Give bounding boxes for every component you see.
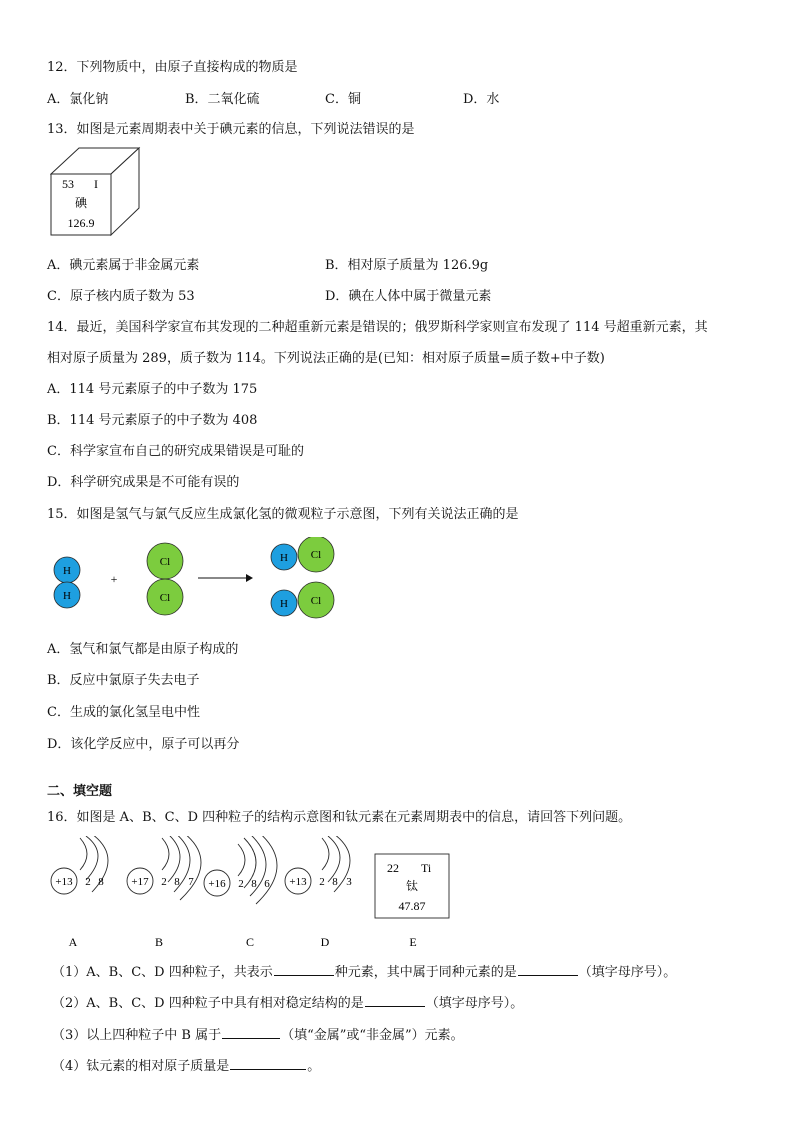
particle-a-shell-1 (80, 838, 87, 870)
q16-sub4-text-a: （4）钛元素的相对原子质量是 (52, 1059, 230, 1074)
particle-d-shell-1 (322, 838, 329, 870)
particle-c-shell-1 (238, 844, 245, 876)
particle-c-shell-4 (256, 836, 277, 904)
titanium-atomic-number: 22 (387, 861, 399, 875)
label-c: C (245, 935, 255, 949)
iodine-cell-figure (50, 146, 142, 238)
q15-option-b: B．反应中氯原子失去电子 (47, 673, 200, 688)
particle-a-shell-2 (86, 836, 98, 880)
particle-b-shell-4 (180, 836, 201, 900)
q16-sub2-blank[interactable] (365, 993, 425, 1007)
q12-option-b: B．二氧化硫 (185, 92, 260, 107)
q16-sub4-blank[interactable] (230, 1056, 306, 1070)
atomic-structure-diagrams (46, 836, 456, 954)
particle-b-shell-3-electrons: 7 (188, 876, 194, 888)
iodine-atomic-number: 53 (62, 177, 74, 191)
q16-sub3-blank[interactable] (222, 1025, 280, 1039)
q16-sub2-text-a: （2）A、B、C、D 四种粒子中具有相对稳定结构的是 (52, 996, 364, 1011)
q16-sub1 (52, 961, 676, 980)
hcl1-cl-label: Cl (310, 549, 322, 561)
label-b: B (154, 935, 164, 949)
cl2-label-bottom: Cl (159, 592, 171, 604)
hcl2-cl-label: Cl (310, 595, 322, 607)
q12-option-a: A．氯化钠 (47, 92, 109, 107)
particle-b-shell-2-electrons: 8 (174, 876, 180, 888)
q16-stem: 16．如图是 A、B、C、D 四种粒子的结构示意图和钛元素在元素周期表中的信息，请回答下列问题。 (47, 810, 632, 825)
particle-c-shell-2-electrons: 8 (251, 878, 257, 890)
q16-sub3-text-b: （填“金属”或“非金属”）元素。 (281, 1028, 464, 1043)
particle-d-shell-2-electrons: 8 (332, 876, 338, 888)
q12-option-c: C．铜 (325, 92, 361, 107)
q14-option-a: A．114 号元素原子的中子数为 175 (47, 382, 258, 397)
particle-a-shell-2-electrons: 8 (98, 876, 104, 888)
q16-sub4-text-b: 。 (307, 1059, 321, 1074)
q14-option-b: B．114 号元素原子的中子数为 408 (47, 413, 258, 428)
q14-option-c: C．科学家宣布自己的研究成果错误是可耻的 (47, 444, 304, 459)
q15-stem: 15．如图是氢气与氯气反应生成氯化氢的微观粒子示意图，下列有关说法正确的是 (47, 507, 519, 522)
q13-stem: 13．如图是元素周期表中关于碘元素的信息，下列说法错误的是 (47, 122, 415, 137)
q15-option-d: D．该化学反应中，原子可以再分 (47, 737, 240, 752)
q16-sub1-text-b: 种元素，其中属于同种元素的是 (334, 965, 517, 980)
q16-sub1-text-a: （1）A、B、C、D 四种粒子，共表示 (52, 965, 273, 980)
iodine-mass: 126.9 (67, 216, 95, 230)
hcl2-h-label: H (280, 598, 288, 610)
q16-sub1-blank-1[interactable] (274, 962, 334, 976)
h2-label-bottom: H (63, 590, 71, 602)
cl2-label-top: Cl (159, 556, 171, 568)
q14-stem-line1: 14．最近，美国科学家宣布其发现的二种超重新元素是错误的；俄罗斯科学家则宣布发现了 114 号超重新元素，其 (47, 320, 708, 335)
reaction-diagram (48, 537, 343, 623)
particle-a-shell-1-electrons: 2 (85, 876, 91, 888)
q13-option-b: B．相对原子质量为 126.9g (325, 258, 489, 273)
q15-option-c: C．生成的氯化氢呈电中性 (47, 705, 200, 720)
q16-sub4 (52, 1055, 320, 1074)
titanium-mass: 47.87 (398, 899, 426, 913)
q13-option-a: A．碘元素属于非金属元素 (47, 258, 200, 273)
iodine-name: 碘 (74, 196, 88, 210)
label-e: E (409, 935, 417, 949)
hcl1-h-label: H (280, 552, 288, 564)
q16-sub3 (52, 1024, 464, 1043)
q14-option-d: D．科学研究成果是不可能有误的 (47, 475, 240, 490)
q13-option-c: C．原子核内质子数为 53 (47, 289, 195, 304)
particle-b-nucleus-charge: +17 (131, 876, 149, 888)
particle-d-shell-1-electrons: 2 (319, 876, 325, 888)
label-a: A (68, 935, 78, 949)
iodine-symbol: I (94, 177, 98, 191)
section-title: 二、填空题 (47, 784, 113, 799)
q16-sub2 (52, 992, 523, 1011)
q12-stem: 12．下列物质中，由原子直接构成的物质是 (47, 60, 298, 75)
particle-a-nucleus-charge: +13 (55, 876, 73, 888)
q16-sub1-blank-2[interactable] (518, 962, 578, 976)
particle-c-nucleus-charge: +16 (208, 878, 226, 890)
q13-option-d: D．碘在人体中属于微量元素 (325, 289, 492, 304)
label-d: D (320, 935, 330, 949)
q16-sub2-text-b: （填字母序号）。 (425, 996, 524, 1011)
particle-b-shell-1 (162, 838, 169, 870)
q16-sub3-text-a: （3）以上四种粒子中 B 属于 (52, 1028, 222, 1043)
reaction-arrow-head (246, 574, 253, 582)
plus-sign: + (110, 572, 118, 586)
particle-c-shell-1-electrons: 2 (238, 878, 244, 890)
q14-stem-line2: 相对原子质量为 289，质子数为 114。下列说法正确的是(已知：相对原子质量=质子数+中子数) (47, 351, 605, 366)
h2-label-top: H (63, 565, 71, 577)
particle-d-nucleus-charge: +13 (289, 876, 307, 888)
q15-option-a: A．氢气和氯气都是由原子构成的 (47, 642, 239, 657)
q16-sub1-text-c: （填字母序号）。 (578, 965, 677, 980)
q12-option-d: D．水 (463, 92, 500, 107)
particle-b-shell-1-electrons: 2 (161, 876, 167, 888)
particle-d-shell-3-electrons: 3 (346, 876, 352, 888)
titanium-symbol: Ti (421, 861, 432, 875)
titanium-name: 钛 (405, 879, 419, 893)
particle-c-shell-3-electrons: 6 (264, 878, 270, 890)
